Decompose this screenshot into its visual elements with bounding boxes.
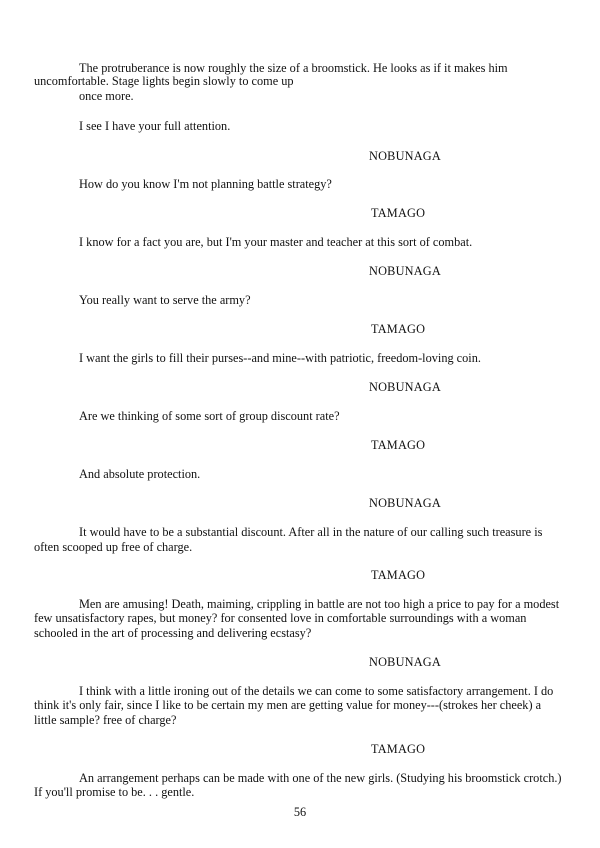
speaker-name: NOBUNAGA [369, 655, 441, 669]
dialogue-line: few unsatisfactory rapes, but money? for consented love in comfortable surroundings with a woman [34, 611, 527, 625]
dialogue-line: I know for a fact you are, but I'm your master and teacher at this sort of combat. [79, 235, 473, 249]
speaker-name: TAMAGO [371, 568, 426, 582]
dialogue-line: little sample? free of charge? [34, 713, 177, 727]
dialogue-line: often scooped up free of charge. [34, 540, 193, 554]
speaker-name: TAMAGO [371, 322, 426, 336]
dialogue-line: An arrangement perhaps can be made with one of the new girls. (Studying his broomstick crotch.) [79, 771, 562, 785]
speaker-name: NOBUNAGA [369, 264, 441, 278]
dialogue-line: I want the girls to fill their purses--and mine--with patriotic, freedom-loving coin. [79, 351, 481, 365]
dialogue-line: And absolute protection. [79, 467, 201, 481]
speaker-name: TAMAGO [371, 742, 426, 756]
action-line: uncomfortable. Stage lights begin slowly to come up [34, 74, 294, 88]
dialogue-line: If you'll promise to be. . . gentle. [34, 785, 195, 799]
dialogue-line: Men are amusing! Death, maiming, crippling in battle are not too high a price to pay for a modest [79, 597, 560, 611]
speaker-name: TAMAGO [371, 438, 426, 452]
dialogue-line: schooled in the art of processing and delivering ecstasy? [34, 626, 312, 640]
speaker-name: TAMAGO [371, 206, 426, 220]
speaker-name: NOBUNAGA [369, 496, 441, 510]
dialogue-line: think it's only fair, since I like to be certain my men are getting value for money---(strokes her cheek) a [34, 698, 542, 712]
speaker-name: NOBUNAGA [369, 149, 441, 163]
dialogue-line: I see I have your full attention. [79, 119, 231, 133]
dialogue-line: How do you know I'm not planning battle strategy? [79, 177, 332, 191]
page-number: 56 [293, 805, 307, 819]
dialogue-line: I think with a little ironing out of the details we can come to some satisfactory arrangement. I do [79, 684, 554, 698]
dialogue-line: Are we thinking of some sort of group discount rate? [79, 409, 340, 423]
dialogue-line: You really want to serve the army? [79, 293, 251, 307]
action-line: once more. [79, 89, 134, 103]
action-line: The protruberance is now roughly the size of a broomstick. He looks as if it makes him [79, 61, 508, 75]
dialogue-line: It would have to be a substantial discount. After all in the nature of our calling such treasure is [79, 525, 543, 539]
speaker-name: NOBUNAGA [369, 380, 441, 394]
